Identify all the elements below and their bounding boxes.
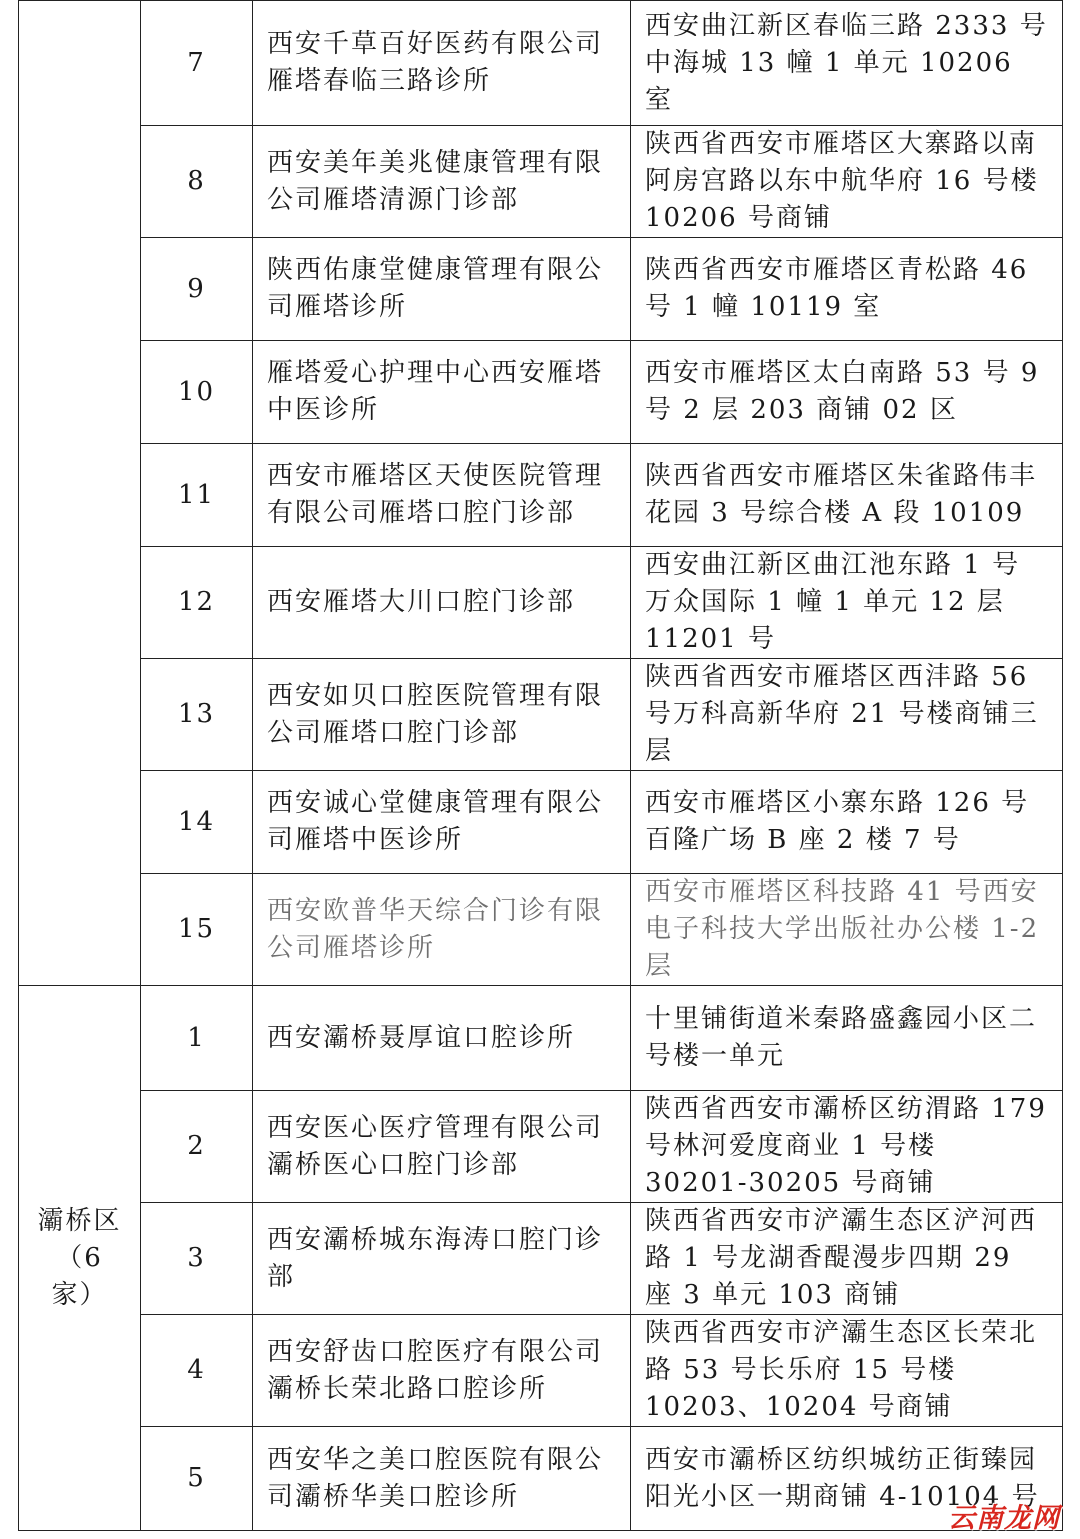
row-number: 13 [141, 659, 253, 771]
clinic-address: 陕西省西安市雁塔区西沣路 56 号万科高新华府 21 号楼商铺三层 [631, 659, 1063, 771]
table-row [19, 986, 1063, 1091]
clinic-address: 西安市雁塔区太白南路 53 号 9 号 2 层 203 商铺 02 区 [631, 341, 1063, 444]
table-row [19, 126, 1063, 238]
row-number: 2 [141, 1091, 253, 1203]
district-cell [19, 986, 141, 1531]
row-number: 5 [141, 1427, 253, 1531]
clinic-address: 陕西省西安市雁塔区朱雀路伟丰花园 3 号综合楼 A 段 10109 [631, 444, 1063, 547]
clinic-name: 雁塔爱心护理中心西安雁塔中医诊所 [253, 341, 631, 444]
clinic-name: 西安灞桥城东海涛口腔门诊部 [253, 1203, 631, 1315]
table-row [19, 1203, 1063, 1315]
clinic-name: 西安千草百好医药有限公司雁塔春临三路诊所 [253, 1, 631, 126]
row-number: 10 [141, 341, 253, 444]
clinic-list-body [19, 1, 1063, 1531]
clinic-address: 陕西省西安市灞桥区纺渭路 179 号林河爱度商业 1 号楼 30201-30205 号商铺 [631, 1091, 1063, 1203]
table-row [19, 659, 1063, 771]
table-row [19, 341, 1063, 444]
table-row [19, 238, 1063, 341]
row-number: 14 [141, 771, 253, 874]
row-number: 1 [141, 986, 253, 1091]
clinic-name: 西安雁塔大川口腔门诊部 [253, 547, 631, 659]
table-row [19, 1091, 1063, 1203]
clinic-name: 西安欧普华天综合门诊有限公司雁塔诊所 [253, 874, 631, 986]
row-number: 12 [141, 547, 253, 659]
clinic-address: 陕西省西安市雁塔区大寨路以南阿房宫路以东中航华府 16 号楼 10206 号商铺 [631, 126, 1063, 238]
clinic-name: 陕西佑康堂健康管理有限公司雁塔诊所 [253, 238, 631, 341]
clinic-address: 西安市灞桥区纺织城纺正街臻园阳光小区一期商铺 4-10104 号 [631, 1427, 1063, 1531]
table-row [19, 1427, 1063, 1531]
table-row [19, 547, 1063, 659]
clinic-address: 西安市雁塔区科技路 41 号西安电子科技大学出版社办公楼 1-2 层 [631, 874, 1063, 986]
clinic-name: 西安舒齿口腔医疗有限公司灞桥长荣北路口腔诊所 [253, 1315, 631, 1427]
row-number: 8 [141, 126, 253, 238]
district-cell [19, 1, 141, 986]
table-row [19, 1315, 1063, 1427]
clinic-name: 西安市雁塔区天使医院管理有限公司雁塔口腔门诊部 [253, 444, 631, 547]
row-number: 3 [141, 1203, 253, 1315]
clinic-name: 西安医心医疗管理有限公司灞桥医心口腔门诊部 [253, 1091, 631, 1203]
district-name: 灞桥区 [37, 1205, 122, 1236]
clinic-name: 西安诚心堂健康管理有限公司雁塔中医诊所 [253, 771, 631, 874]
row-number: 9 [141, 238, 253, 341]
clinic-address: 陕西省西安市雁塔区青松路 46 号 1 幢 10119 室 [631, 238, 1063, 341]
clinic-name: 西安华之美口腔医院有限公司灞桥华美口腔诊所 [253, 1427, 631, 1531]
clinic-address: 西安曲江新区春临三路 2333 号中海城 13 幢 1 单元 10206 室 [631, 1, 1063, 126]
row-number: 7 [141, 1, 253, 126]
row-number: 4 [141, 1315, 253, 1427]
clinic-name: 西安灞桥聂厚谊口腔诊所 [253, 986, 631, 1091]
district-count: （6 家） [51, 1242, 108, 1310]
table-row [19, 874, 1063, 986]
row-number: 11 [141, 444, 253, 547]
clinic-address: 陕西省西安市浐灞生态区长荣北路 53 号长乐府 15 号楼 10203、10204 号商铺 [631, 1315, 1063, 1427]
clinic-name: 西安如贝口腔医院管理有限公司雁塔口腔门诊部 [253, 659, 631, 771]
clinic-name: 西安美年美兆健康管理有限公司雁塔清源门诊部 [253, 126, 631, 238]
clinic-list-table [18, 0, 1063, 1531]
clinic-address: 陕西省西安市浐灞生态区浐河西路 1 号龙湖香醍漫步四期 29 座 3 单元 103 商铺 [631, 1203, 1063, 1315]
table-row [19, 444, 1063, 547]
site-watermark: 云南龙网 [948, 1503, 1060, 1534]
clinic-address: 西安市雁塔区小寨东路 126 号百隆广场 B 座 2 楼 7 号 [631, 771, 1063, 874]
row-number: 15 [141, 874, 253, 986]
table-row [19, 771, 1063, 874]
clinic-address: 西安曲江新区曲江池东路 1 号万众国际 1 幢 1 单元 12 层 11201 号 [631, 547, 1063, 659]
table-row [19, 1, 1063, 126]
clinic-address: 十里铺街道米秦路盛鑫园小区二号楼一单元 [631, 986, 1063, 1091]
